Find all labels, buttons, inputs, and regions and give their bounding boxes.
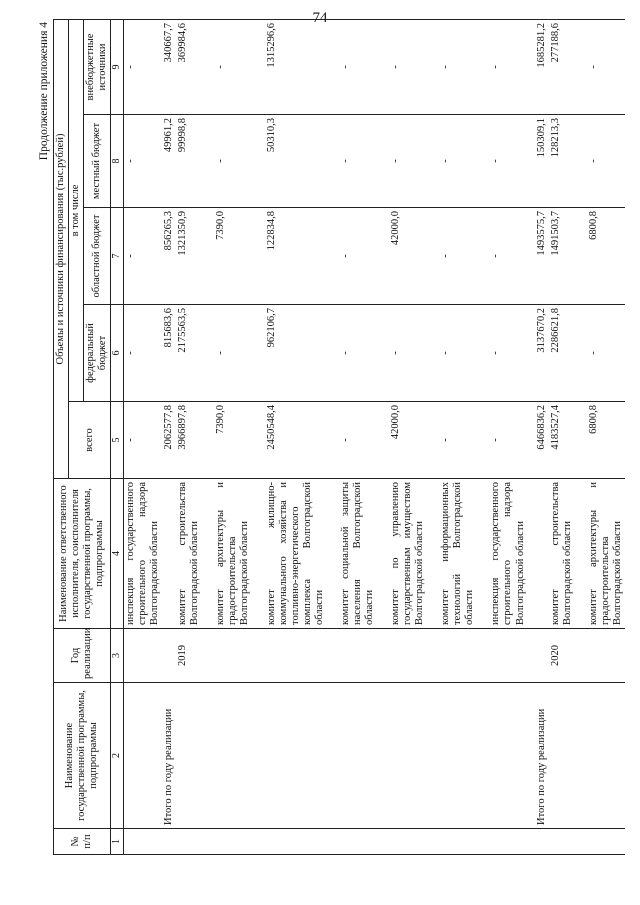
- column-index: 6: [111, 305, 124, 402]
- value-regional: 1321350,9: [176, 208, 202, 305]
- value-extrabudget: 1315296,6: [265, 19, 327, 114]
- value-extrabudget: -: [123, 19, 162, 114]
- executor-name: комитет по управлению государственным имуществом Волгоградской области: [389, 479, 427, 629]
- value-regional: -: [489, 208, 527, 305]
- value-extrabudget: 277188,6: [549, 19, 575, 114]
- executor-name: комитет социальной защиты населения Волгоградской области: [339, 479, 377, 629]
- column-index-row: [111, 19, 124, 854]
- table-header: [54, 19, 124, 854]
- value-total: -: [123, 402, 162, 479]
- executor-name: инспекция государственного строительного надзора Волгоградской области: [123, 479, 162, 629]
- value-extrabudget: -: [339, 19, 377, 114]
- value-extrabudget: -: [389, 19, 427, 114]
- continuation-label: Продолжение приложения 4: [38, 22, 50, 161]
- table-row: [439, 19, 477, 854]
- value-federal: -: [214, 305, 252, 402]
- value-local: -: [214, 115, 252, 208]
- value-extrabudget: -: [439, 19, 477, 114]
- executor-name: комитет строительства Волгоградской области: [176, 479, 202, 629]
- header-extrabudget: внебюджетные источники: [84, 19, 111, 114]
- value-local: 49961,2: [162, 115, 176, 208]
- value-regional: 856265,3: [162, 208, 176, 305]
- page-number: 74: [312, 10, 328, 26]
- executor-name: комитет жилищно-коммунального хозяйства и топливно-энергетического комплекса Волгоградской области: [265, 479, 327, 629]
- funding-table: [53, 19, 625, 855]
- header-federal: федеральный бюджет: [84, 305, 111, 402]
- header-executor: Наименование ответственного исполнителя, соисполнителя государственной программы, подпрограммы: [54, 479, 111, 629]
- value-local: 99998,8: [176, 115, 202, 208]
- document-body: [38, 20, 625, 855]
- value-local: -: [489, 115, 527, 208]
- value-total: 2450548,4: [265, 402, 327, 479]
- table-row: [549, 19, 575, 854]
- value-regional: 7390,0: [214, 208, 252, 305]
- year-label: 2020: [549, 629, 575, 683]
- column-index: 1: [111, 829, 124, 855]
- header-year: Год реализации: [54, 629, 111, 683]
- value-regional: 1493575,7: [528, 208, 549, 305]
- value-total: 3966897,8: [176, 402, 202, 479]
- value-total: 4183527,4: [549, 402, 575, 479]
- executor-name: комитет информационных технологий Волгоградской области: [439, 479, 477, 629]
- value-extrabudget: -: [489, 19, 527, 114]
- value-federal: -: [339, 305, 377, 402]
- header-number: № п/п: [54, 829, 111, 855]
- value-federal: -: [587, 305, 625, 402]
- value-federal: -: [489, 305, 527, 402]
- table-row: [176, 19, 202, 854]
- value-extrabudget: 369984,6: [176, 19, 202, 114]
- table-row: [587, 19, 625, 854]
- total-label: Итого по году реализации: [528, 683, 549, 829]
- value-extrabudget: -: [587, 19, 625, 114]
- value-federal: 2286621,8: [549, 305, 575, 402]
- value-local: -: [587, 115, 625, 208]
- value-total: 6466836,2: [528, 402, 549, 479]
- header-regional: областной бюджет: [84, 208, 111, 305]
- column-index: 9: [111, 19, 124, 114]
- value-local: 150309,1: [528, 115, 549, 208]
- value-total: -: [339, 402, 377, 479]
- value-federal: 815683,6: [162, 305, 176, 402]
- value-federal: -: [389, 305, 427, 402]
- header-funding: Объемы и источники финансирования (тыс.рублей): [54, 19, 69, 478]
- table-body: [123, 19, 625, 854]
- year-label: 2019: [176, 629, 202, 683]
- value-federal: 3137670,2: [528, 305, 549, 402]
- value-extrabudget: 1685281,2: [528, 19, 549, 114]
- value-extrabudget: 340667,7: [162, 19, 176, 114]
- value-regional: -: [123, 208, 162, 305]
- value-total: -: [489, 402, 527, 479]
- value-regional: 6800,8: [587, 208, 625, 305]
- value-total: 2062577,8: [162, 402, 176, 479]
- header-program-name: Наименование государственной программы, подпрограммы: [54, 683, 111, 829]
- header-including: в том числе: [69, 19, 84, 401]
- value-total: 6800,8: [587, 402, 625, 479]
- table-row: [214, 19, 252, 854]
- table-row: [265, 19, 327, 854]
- column-index: 7: [111, 208, 124, 305]
- value-federal: -: [439, 305, 477, 402]
- table-row-total: [528, 19, 549, 854]
- value-local: -: [339, 115, 377, 208]
- value-federal: -: [123, 305, 162, 402]
- value-local: -: [123, 115, 162, 208]
- value-regional: 42000,0: [389, 208, 427, 305]
- value-regional: 122834,8: [265, 208, 327, 305]
- value-local: -: [439, 115, 477, 208]
- table-row: [123, 19, 162, 854]
- executor-name: комитет строительства Волгоградской области: [549, 479, 575, 629]
- value-regional: -: [339, 208, 377, 305]
- value-federal: 2175563,5: [176, 305, 202, 402]
- header-local: местный бюджет: [84, 115, 111, 208]
- value-local: 50310,3: [265, 115, 327, 208]
- total-label: Итого по году реализации: [162, 683, 176, 829]
- value-extrabudget: -: [214, 19, 252, 114]
- value-total: 7390,0: [214, 402, 252, 479]
- value-total: 42000,0: [389, 402, 427, 479]
- column-index: 3: [111, 629, 124, 683]
- column-index: 8: [111, 115, 124, 208]
- value-federal: 962106,7: [265, 305, 327, 402]
- value-regional: 1491503,7: [549, 208, 575, 305]
- table-row: [339, 19, 377, 854]
- table-row: [489, 19, 527, 854]
- value-regional: -: [439, 208, 477, 305]
- table-row-total: [162, 19, 176, 854]
- column-index: 5: [111, 402, 124, 479]
- header-total: всего: [69, 402, 111, 479]
- executor-name: комитет архитектуры и градостроительства Волгоградской области: [214, 479, 252, 629]
- value-local: -: [389, 115, 427, 208]
- value-local: 128213,3: [549, 115, 575, 208]
- executor-name: комитет архитектуры и градостроительства Волгоградской области: [587, 479, 625, 629]
- column-index: 2: [111, 683, 124, 829]
- column-index: 4: [111, 479, 124, 629]
- value-total: -: [439, 402, 477, 479]
- table-row: [389, 19, 427, 854]
- executor-name: инспекция государственного строительного надзора Волгоградской области: [489, 479, 527, 629]
